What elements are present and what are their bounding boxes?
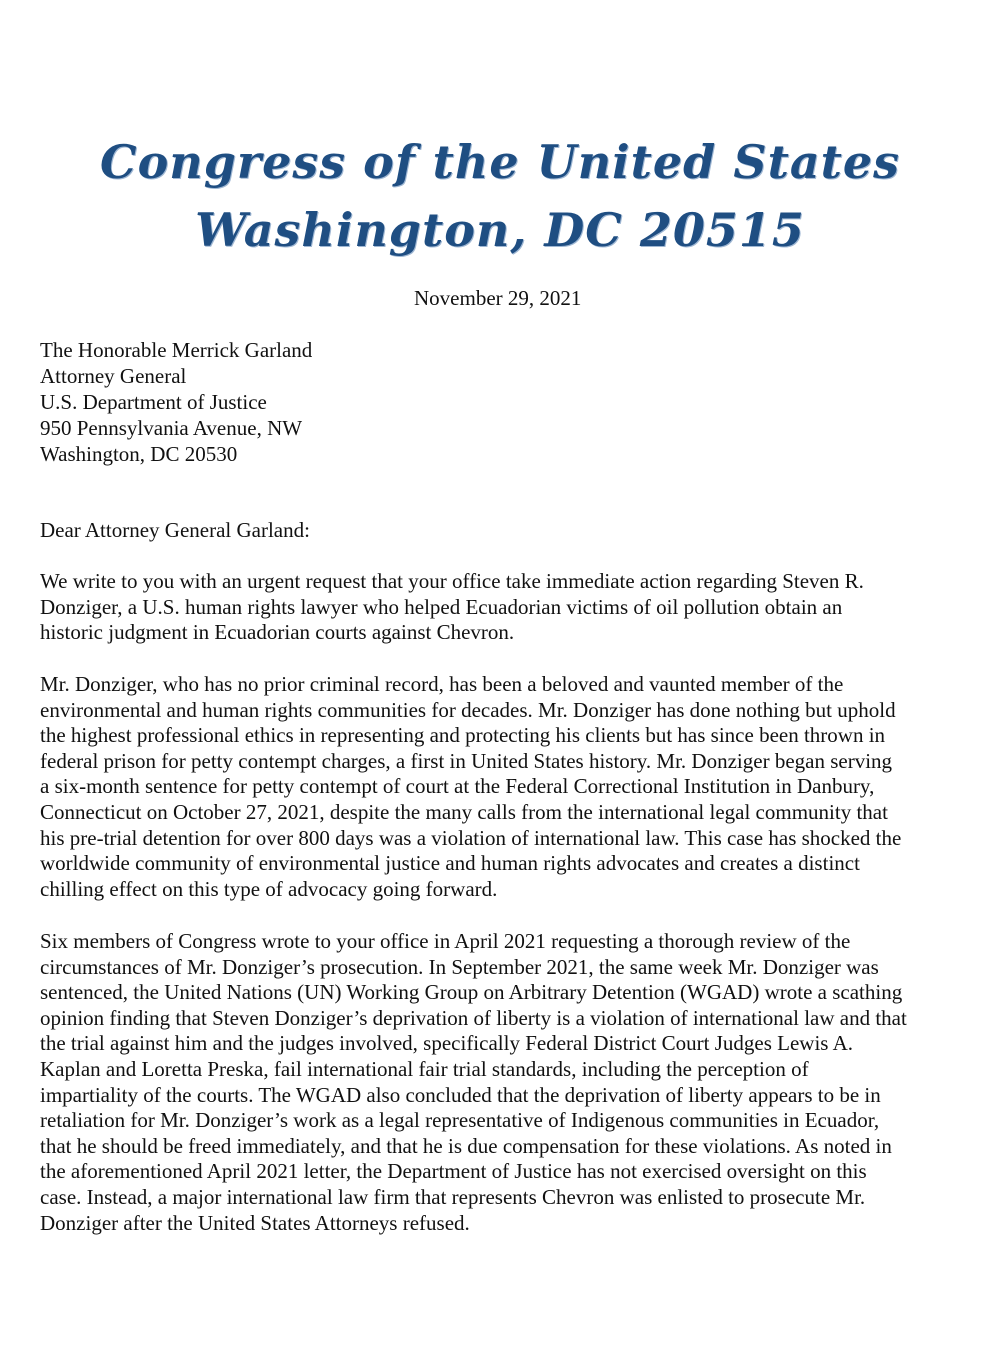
body-paragraph-2 — [40, 672, 970, 902]
paragraph-line: Donziger after the United States Attorneys refused. — [40, 1210, 470, 1235]
paragraph-line: Kaplan and Loretta Preska, fail international fair trial standards, including the perception of — [40, 1056, 809, 1081]
letterhead-address: Washington, DC 20515 — [195, 203, 805, 257]
recipient-city: Washington, DC 20530 — [40, 442, 238, 466]
paragraph-line: Connecticut on October 27, 2021, despite the many calls from the international legal community that — [40, 799, 888, 824]
paragraph-line: federal prison for petty contempt charges, a first in United States history. Mr. Donziger began serving — [40, 748, 893, 773]
recipient-street: 950 Pennsylvania Avenue, NW — [40, 416, 303, 440]
paragraph-line: the highest professional ethics in representing and protecting his clients but has since been thrown in — [40, 723, 886, 748]
body-paragraph-1 — [40, 569, 970, 646]
paragraph-line: Six members of Congress wrote to your office in April 2021 requesting a thorough review of the — [40, 929, 851, 953]
recipient-title: Attorney General — [40, 364, 187, 388]
paragraph-line: impartiality of the courts. The WGAD also concluded that the deprivation of liberty appears to be in — [40, 1082, 881, 1107]
paragraph-line: the trial against him and the judges involved, specifically Federal District Court Judges Lewis A. — [40, 1031, 853, 1056]
paragraph-line: historic judgment in Ecuadorian courts against Chevron. — [40, 620, 515, 645]
paragraph-line: case. Instead, a major international law firm that represents Chevron was enlisted to prosecute Mr. — [40, 1184, 866, 1209]
paragraph-line: his pre-trial detention for over 800 days was a violation of international law. This case has shocked the — [40, 825, 902, 850]
paragraph-line: Donziger, a U.S. human rights lawyer who helped Ecuadorian victims of oil pollution obtain an — [40, 594, 843, 619]
paragraph-line: the aforementioned April 2021 letter, the Department of Justice has not exercised oversight on this — [40, 1159, 867, 1184]
paragraph-line: chilling effect on this type of advocacy going forward. — [40, 876, 498, 901]
paragraph-line: circumstances of Mr. Donziger’s prosecution. In September 2021, the same week Mr. Donziger was — [40, 954, 879, 979]
paragraph-line: environmental and human rights communities for decades. Mr. Donziger has done nothing but uphold — [40, 697, 896, 722]
paragraph-line: Mr. Donziger, who has no prior criminal record, has been a beloved and vaunted member of the — [40, 672, 844, 696]
salutation: Dear Attorney General Garland: — [40, 518, 310, 542]
paragraph-line: opinion finding that Steven Donziger’s deprivation of liberty is a violation of international law and that — [40, 1005, 907, 1030]
recipient-address — [40, 337, 312, 467]
paragraph-line: retaliation for Mr. Donziger’s work as a legal representative of Indigenous communities in Ecuador, — [40, 1108, 880, 1133]
recipient-department: U.S. Department of Justice — [40, 390, 267, 414]
letter-date: November 29, 2021 — [414, 286, 582, 310]
paragraph-line: We write to you with an urgent request that your office take immediate action regarding Steven R. — [40, 569, 864, 593]
paragraph-line: worldwide community of environmental justice and human rights advocates and creates a distinct — [40, 851, 860, 876]
letterhead-title: Congress of the United States — [99, 135, 901, 189]
recipient-name: The Honorable Merrick Garland — [40, 338, 313, 362]
paragraph-line: a six-month sentence for petty contempt of court at the Federal Correctional Institution in Danbury, — [40, 774, 875, 799]
paragraph-line: sentenced, the United Nations (UN) Working Group on Arbitrary Detention (WGAD) wrote a scathing — [40, 980, 903, 1005]
paragraph-line: that he should be freed immediately, and that he is due compensation for these violations. As noted in — [40, 1133, 892, 1158]
body-paragraph-3 — [40, 929, 970, 1236]
